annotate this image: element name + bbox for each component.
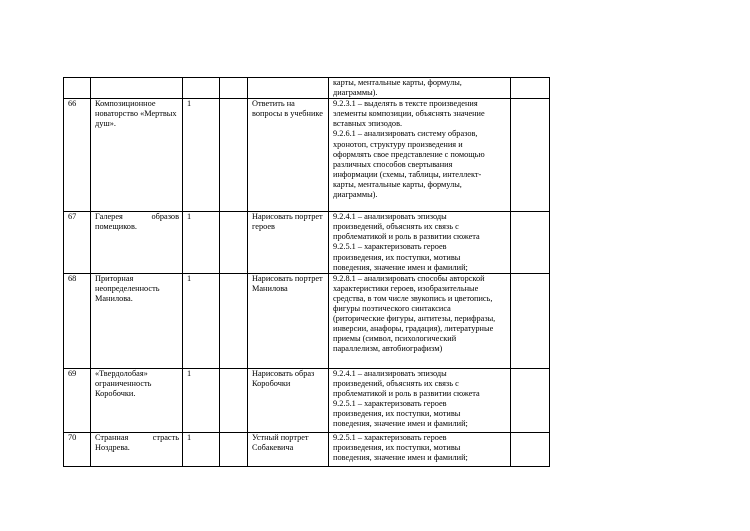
outcome-line: (риторические фигуры, антитезы, перифразы, <box>333 314 496 324</box>
lesson-hours-cell <box>183 273 220 368</box>
lesson-plan-table <box>63 77 550 467</box>
homework-cell <box>248 368 329 432</box>
notes-cell <box>511 368 550 432</box>
lesson-topic-cell-text: «Твердолобая» ограниченность Коробочки. <box>95 368 152 398</box>
notes-cell <box>511 212 550 274</box>
lesson-hours-cell <box>183 212 220 274</box>
learning-outcomes-cell <box>329 368 511 432</box>
lesson-topic-cell-text: Галерея образов помещиков. <box>95 212 179 232</box>
homework-cell-text: Нарисовать портрет Манилова <box>252 273 323 293</box>
outcome-line: информации (схемы, таблицы, интеллект- <box>333 169 482 179</box>
lesson-number-cell <box>64 432 91 466</box>
outcome-line: 9.2.4.1 – анализировать эпизоды <box>333 212 447 222</box>
lesson-hours-cell <box>183 368 220 432</box>
outcome-line: средства, в том числе звукопись и цветопись, <box>333 293 493 303</box>
outcome-line: 9.2.5.1 – характеризовать героев <box>333 242 447 252</box>
lesson-topic-cell <box>91 99 183 212</box>
lesson-hours-cell-text: 1 <box>187 273 192 283</box>
homework-cell-text: Нарисовать портрет героев <box>252 212 323 232</box>
lesson-hours-cell <box>183 78 220 99</box>
lesson-topic-cell <box>91 368 183 432</box>
homework-cell-text: Устный портрет Собакевича <box>252 432 309 452</box>
notes-cell <box>511 78 550 99</box>
outcome-line: приемы (символ, психологический <box>333 334 457 344</box>
outcome-line: 9.2.5.1 – характеризовать героев <box>333 399 447 409</box>
lesson-number-cell-text: 68 <box>68 273 77 283</box>
outcome-line: карты, ментальные карты, формулы, <box>333 179 462 189</box>
lesson-topic-cell <box>91 212 183 274</box>
table-row <box>64 78 550 99</box>
notes-cell <box>511 432 550 466</box>
lesson-number-cell <box>64 78 91 99</box>
lesson-hours-cell-text: 1 <box>187 212 192 222</box>
outcome-line: элементы композиции, объяснять значение <box>333 109 485 119</box>
outcome-line: оформлять свое представление с помощью <box>333 149 485 159</box>
outcome-line: диаграммы). <box>333 190 378 200</box>
lesson-topic-cell-text: Композиционное новаторство «Мертвых душ». <box>95 99 177 129</box>
lesson-plan-page <box>63 77 550 467</box>
homework-cell <box>248 212 329 274</box>
outcome-line: карты, ментальные карты, формулы, <box>333 78 462 87</box>
lesson-hours-cell-text: 1 <box>187 99 192 109</box>
outcome-line: проблематикой и роль в развитии сюжета <box>333 388 480 398</box>
learning-outcomes-cell <box>329 78 511 99</box>
lesson-number-cell-text: 66 <box>68 99 77 109</box>
lesson-hours-cell-text: 1 <box>187 368 192 378</box>
lesson-number-cell <box>64 99 91 212</box>
notes-cell <box>511 99 550 212</box>
table-row <box>64 432 550 466</box>
lesson-date-cell <box>220 368 248 432</box>
outcome-line: характеристики героев, изобразительные <box>333 283 479 293</box>
learning-outcomes-cell <box>329 212 511 274</box>
outcome-line: поведения, значение имен и фамилий; <box>333 262 468 272</box>
homework-cell <box>248 432 329 466</box>
lesson-number-cell <box>64 273 91 368</box>
lesson-number-cell <box>64 212 91 274</box>
lesson-number-cell-text: 70 <box>68 432 77 442</box>
lesson-number-cell <box>64 368 91 432</box>
notes-cell <box>511 273 550 368</box>
outcome-line: поведения, значение имен и фамилий; <box>333 452 468 462</box>
homework-cell-text: Ответить на вопросы в учебнике <box>252 99 323 119</box>
lesson-date-cell <box>220 99 248 212</box>
table-body <box>64 78 550 467</box>
outcome-line: 9.2.8.1 – анализировать способы авторской <box>333 273 485 283</box>
homework-cell-text: Нарисовать образ Коробочки <box>252 368 315 388</box>
lesson-topic-cell <box>91 78 183 99</box>
lesson-date-cell <box>220 212 248 274</box>
table-row <box>64 273 550 368</box>
lesson-number-cell-text: 69 <box>68 368 77 378</box>
table-row <box>64 99 550 212</box>
lesson-date-cell <box>220 273 248 368</box>
outcome-line: проблематикой и роль в развитии сюжета <box>333 232 480 242</box>
outcome-line: параллелизм, автобиографизм) <box>333 344 443 354</box>
lesson-hours-cell <box>183 99 220 212</box>
outcome-line: произведения, их поступки, мотивы <box>333 409 461 419</box>
outcome-line: произведений, объяснять их связь с <box>333 378 459 388</box>
outcome-line: поведения, значение имен и фамилий; <box>333 419 468 429</box>
lesson-topic-cell <box>91 432 183 466</box>
lesson-topic-cell <box>91 273 183 368</box>
table-row <box>64 368 550 432</box>
learning-outcomes-cell <box>329 273 511 368</box>
outcome-line: произведения, их поступки, мотивы <box>333 442 461 452</box>
lesson-date-cell <box>220 78 248 99</box>
lesson-number-cell-text: 67 <box>68 212 77 222</box>
outcome-line: инверсии, анафоры, градация), литературные <box>333 324 494 334</box>
outcome-line: хронотоп, структуру произведения и <box>333 139 463 149</box>
lesson-hours-cell-text: 1 <box>187 432 192 442</box>
outcome-line: 9.2.4.1 – анализировать эпизоды <box>333 368 447 378</box>
lesson-hours-cell <box>183 432 220 466</box>
lesson-topic-cell-text: Приторная неопределенность Манилова. <box>95 273 160 303</box>
outcome-line: различных способов свертывания <box>333 159 453 169</box>
homework-cell <box>248 99 329 212</box>
outcome-line: вставных эпизодов. <box>333 119 403 129</box>
outcome-line: произведения, их поступки, мотивы <box>333 252 461 262</box>
outcome-line: произведений, объяснять их связь с <box>333 222 459 232</box>
homework-cell <box>248 273 329 368</box>
table-row <box>64 212 550 274</box>
lesson-topic-cell-text: Странная страсть Ноздрева. <box>95 432 179 452</box>
outcome-line: фигуры поэтического синтаксиса <box>333 304 451 314</box>
outcome-line: 9.2.3.1 – выделять в тексте произведения <box>333 99 478 109</box>
learning-outcomes-cell <box>329 432 511 466</box>
homework-cell <box>248 78 329 99</box>
outcome-line: диаграммы). <box>333 88 378 98</box>
learning-outcomes-cell <box>329 99 511 212</box>
outcome-line: 9.2.6.1 – анализировать систему образов, <box>333 129 478 139</box>
lesson-date-cell <box>220 432 248 466</box>
outcome-line: 9.2.5.1 – характеризовать героев <box>333 432 447 442</box>
